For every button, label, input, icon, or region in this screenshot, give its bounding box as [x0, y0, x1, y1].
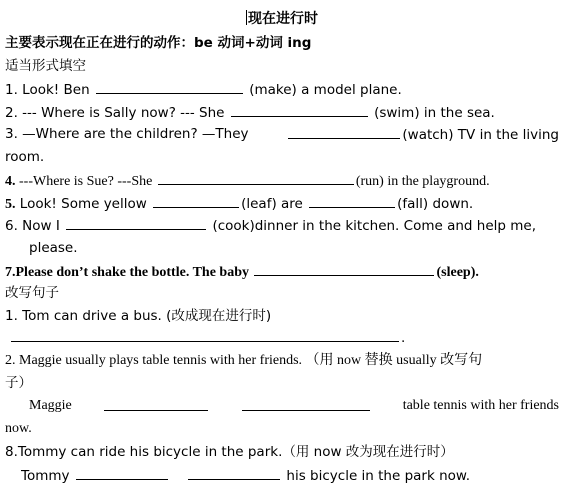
answer-blank[interactable]	[11, 328, 399, 342]
question-6-continuation: please.	[29, 240, 78, 256]
question-4: 4. ---Where is Sue? ---She (run) in the playground.	[5, 171, 559, 191]
answer-blank[interactable]	[288, 125, 400, 139]
answer-blank[interactable]	[158, 171, 354, 185]
answer-blank[interactable]	[231, 103, 368, 117]
rewrite-1-answer-line	[5, 328, 559, 347]
answer-blank[interactable]	[76, 466, 168, 480]
answer-blank[interactable]	[254, 262, 434, 276]
question-6: 6. Now I (cook)dinner in the kitchen. Come and help me,	[5, 218, 536, 234]
section-heading-rewrite: 改写句子	[5, 285, 59, 301]
answer-blank[interactable]	[96, 80, 243, 94]
rewrite-2: 2. Maggie usually plays table tennis with her friends. （用 now 替换 usually 改写句	[5, 353, 483, 368]
answer-blank[interactable]	[309, 194, 395, 208]
answer-blank[interactable]	[242, 397, 370, 411]
question-3: 3. —Where are the children? —They (watch) TV in the living	[5, 126, 559, 143]
answer-blank[interactable]	[153, 194, 239, 208]
answer-blank[interactable]	[188, 466, 280, 480]
grammar-rule	[5, 34, 559, 52]
rewrite-1: 1. Tom can drive a bus. (改成现在进行时)	[5, 308, 272, 324]
rewrite-2-continuation: 子）	[5, 375, 32, 391]
answer-blank[interactable]	[66, 216, 206, 230]
question-1: 1. Look! Ben (make) a model plane.	[5, 82, 402, 98]
question-7: 7.Please don’t shake the bottle. The baby (sleep).	[5, 262, 559, 282]
question-5: 5. Look! Some yellow (leaf) are (fall) down.	[5, 196, 474, 212]
page-title	[5, 10, 559, 28]
grammar-rule-text: 主要表示现在正在进行的动作：be 动词+动词 ing	[5, 35, 312, 51]
question-3-continuation: room.	[5, 149, 45, 165]
question-2: 2. --- Where is Sally now? --- She (swim) in the sea.	[5, 105, 495, 121]
rewrite-8-answer: Tommy his bicycle in the park now.	[21, 468, 470, 484]
title-text: 现在进行时	[248, 11, 318, 27]
section-heading-fill-in: 适当形式填空	[5, 58, 86, 74]
rewrite-2-answer: Maggie table tennis with her friends	[29, 398, 559, 413]
text-cursor	[246, 10, 247, 25]
rewrite-2-end: now.	[5, 421, 32, 436]
rewrite-8: 8.Tommy can ride his bicycle in the park.（用 now 改为现在进行时）	[5, 444, 454, 460]
line-end-dot: .	[401, 330, 406, 346]
answer-blank[interactable]	[104, 397, 208, 411]
